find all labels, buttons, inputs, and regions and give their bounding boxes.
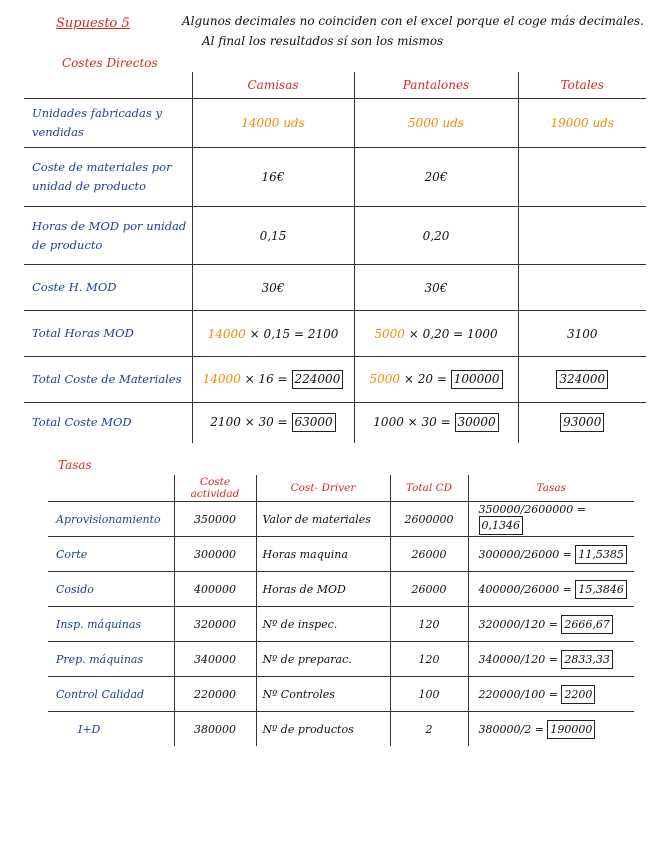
cost-driver: Horas maquina [256, 537, 390, 572]
result-box: 30000 [455, 413, 499, 432]
section-rates: Tasas [58, 458, 92, 472]
activity-label: Corte [48, 537, 174, 572]
row-label: Total Coste MOD [32, 415, 132, 430]
result-box: 100000 [451, 370, 503, 389]
result-box: 224000 [292, 370, 344, 389]
cell-value [518, 148, 646, 207]
rate-result: 2666,67 [561, 615, 613, 634]
row-label: Coste H. MOD [24, 265, 192, 311]
total-cd: 26000 [390, 537, 468, 572]
table-row [48, 537, 634, 572]
calc-text: × 20 = [403, 372, 447, 386]
cell-value: 5000 uds [354, 99, 518, 148]
cost-driver: Horas de MOD [256, 572, 390, 607]
cell-value: 30€ [192, 265, 354, 311]
table-header-row [48, 475, 634, 502]
activity-cost: 220000 [174, 677, 256, 712]
cell-value [518, 265, 646, 311]
cell-value: 3100 [518, 311, 646, 357]
header-empty-cell [48, 475, 174, 502]
rate-cell [468, 677, 634, 712]
cell-value: 0,20 [354, 207, 518, 265]
calc-text: 2100 × 30 = [210, 415, 288, 430]
page-title: Supuesto 5 [56, 16, 130, 31]
row-label: Coste de materiales por unidad de producto [24, 148, 192, 207]
section-direct-costs: Costes Directos [62, 56, 158, 70]
total-cd: 100 [390, 677, 468, 712]
cell-value: 0,15 [192, 207, 354, 265]
row-label: Total Horas MOD [24, 311, 192, 357]
table-row [48, 642, 634, 677]
cost-driver: Nº Controles [256, 677, 390, 712]
rate-result: 190000 [547, 720, 595, 739]
activity-label: Aprovisionamiento [48, 502, 174, 537]
rate-cell [468, 537, 634, 572]
rate-result: 15,3846 [575, 580, 627, 599]
rate-formula: 350000/2600000 = [478, 503, 586, 516]
row-label: Total Coste de Materiales [24, 357, 192, 403]
units-value: 5000 [374, 326, 405, 341]
cell-calc [354, 403, 518, 443]
rate-cell [468, 607, 634, 642]
result-box: 324000 [556, 370, 608, 389]
cost-driver: Nº de preparac. [256, 642, 390, 677]
direct-costs-table [24, 72, 646, 443]
table-row [48, 502, 634, 537]
activity-cost: 350000 [174, 502, 256, 537]
cell-total [518, 357, 646, 403]
note-line-1: Algunos decimales no coinciden con el excel porque el coge más decimales. [182, 14, 644, 28]
units-value: 5000 [369, 372, 401, 386]
total-cd: 2 [390, 712, 468, 747]
total-cd: 26000 [390, 572, 468, 607]
cell-value [518, 207, 646, 265]
rate-result: 2200 [561, 685, 595, 704]
total-cd: 2600000 [390, 502, 468, 537]
col-totales: Totales [518, 72, 646, 99]
rate-formula: 220000/100 = [478, 687, 558, 701]
table-row [48, 607, 634, 642]
cell-calc [192, 311, 354, 357]
rate-cell [468, 572, 634, 607]
table-row [24, 403, 646, 443]
activity-label: I+D [78, 722, 101, 736]
row-label: Unidades fabricadas y vendidas [24, 99, 192, 148]
rates-table [48, 475, 634, 746]
cell-value: 20€ [354, 148, 518, 207]
cost-driver: Nº de productos [256, 712, 390, 747]
activity-cost: 400000 [174, 572, 256, 607]
result-box: 63000 [292, 413, 336, 432]
header-empty-cell [24, 72, 192, 99]
col-tasas: Tasas [468, 475, 634, 502]
col-total-cd: Total CD [390, 475, 468, 502]
table-row [24, 99, 646, 148]
cell-calc [354, 357, 518, 403]
rate-formula: 400000/26000 = [478, 582, 572, 596]
rate-cell [468, 642, 634, 677]
table-row [24, 357, 646, 403]
cell-value: 14000 uds [192, 99, 354, 148]
rate-formula: 340000/120 = [478, 652, 558, 666]
total-cd: 120 [390, 642, 468, 677]
activity-cost: 340000 [174, 642, 256, 677]
table-row [24, 311, 646, 357]
calc-text: 1000 × 30 = [373, 415, 451, 430]
note-line-2: Al final los resultados sí son los mismos [202, 34, 444, 48]
table-row [48, 572, 634, 607]
col-cost-driver: Cost- Driver [256, 475, 390, 502]
rate-result: 2833,33 [561, 650, 613, 669]
units-value: 14000 [207, 326, 246, 341]
calc-text: × 0,15 = 2100 [249, 326, 339, 341]
calc-text: × 16 = [244, 372, 288, 386]
calc-text: × 0,20 = 1000 [408, 326, 498, 341]
cell-total [518, 403, 646, 443]
table-row [24, 265, 646, 311]
table-row [24, 207, 646, 265]
cell-calc [192, 403, 354, 443]
rate-cell [468, 502, 634, 537]
rate-cell [468, 712, 634, 747]
cell-value: 30€ [354, 265, 518, 311]
table-row [48, 712, 634, 747]
rate-formula: 380000/2 = [478, 722, 544, 736]
units-value: 14000 [202, 372, 241, 386]
activity-label: Prep. máquinas [48, 642, 174, 677]
rate-formula: 320000/120 = [478, 617, 558, 631]
cost-driver: Nº de inspec. [256, 607, 390, 642]
rate-result: 0,1346 [479, 516, 524, 535]
table-header-row [24, 72, 646, 99]
activity-cost: 320000 [174, 607, 256, 642]
cell-calc [192, 357, 354, 403]
cost-driver: Valor de materiales [256, 502, 390, 537]
result-box: 93000 [560, 413, 604, 432]
activity-label: Control Calidad [48, 677, 174, 712]
col-camisas: Camisas [192, 72, 354, 99]
col-coste-actividad: Coste actividad [174, 475, 256, 502]
cell-value: 19000 uds [518, 99, 646, 148]
rate-formula: 300000/26000 = [478, 547, 572, 561]
activity-label: Cosido [48, 572, 174, 607]
col-pantalones: Pantalones [354, 72, 518, 99]
row-label: Horas de MOD por unidad de producto [24, 207, 192, 265]
cell-value: 16€ [192, 148, 354, 207]
table-row [48, 677, 634, 712]
rate-result: 11,5385 [575, 545, 627, 564]
activity-cost: 380000 [174, 712, 256, 747]
total-cd: 120 [390, 607, 468, 642]
activity-label: Insp. máquinas [48, 607, 174, 642]
table-row [24, 148, 646, 207]
activity-cost: 300000 [174, 537, 256, 572]
cell-calc [354, 311, 518, 357]
